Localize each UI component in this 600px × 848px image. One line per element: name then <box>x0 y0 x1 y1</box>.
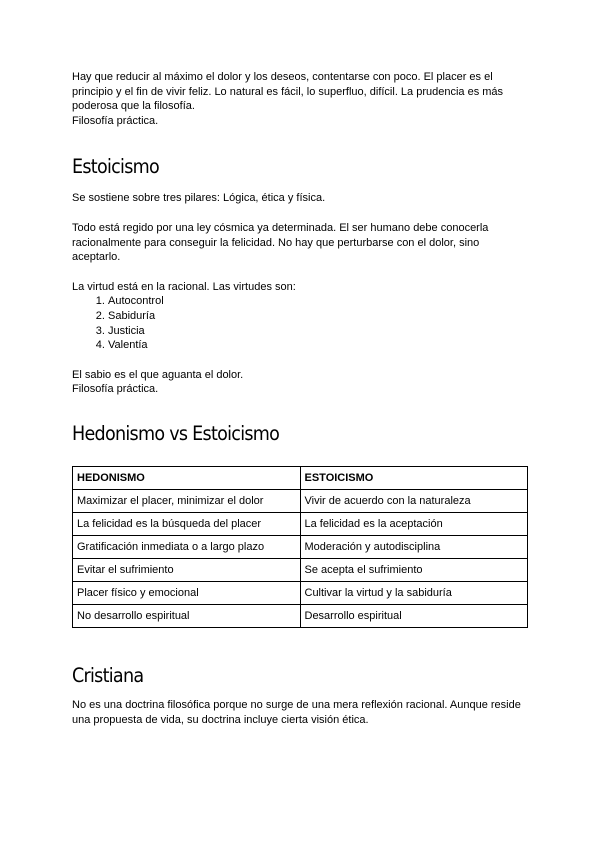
table-row <box>73 512 528 535</box>
estoicismo-pilares: Se sostiene sobre tres pilares: Lógica, ética y física. <box>72 192 326 205</box>
table-cell: Placer físico y emocional <box>73 581 301 604</box>
column-header-hedonismo: HEDONISMO <box>73 466 301 489</box>
table-cell: Vivir de acuerdo con la naturaleza <box>300 489 528 512</box>
document-page <box>72 70 528 727</box>
heading-estoicismo: Estoicismo <box>72 155 160 179</box>
virtudes-list <box>72 294 528 352</box>
table-cell: Se acepta el sufrimiento <box>300 558 528 581</box>
table-cell: La felicidad es la búsqueda del placer <box>73 512 301 535</box>
table-cell: Evitar el sufrimiento <box>73 558 301 581</box>
intro-note: Filosofía práctica. <box>72 114 159 127</box>
heading-cristiana: Cristiana <box>72 663 144 687</box>
estoicismo-ley-cosmica: Todo está regido por una ley cósmica ya determinada. El ser humano debe conocerla racionalmente para conseguir la felicidad. No hay que perturbarse con el dolor, sino aceptarlo. <box>72 221 489 264</box>
table-row <box>73 535 528 558</box>
table-row <box>73 581 528 604</box>
table-row <box>73 558 528 581</box>
cristiana-paragraph: No es una doctrina filosófica porque no surge de una mera reflexión racional. Aunque reside una propuesta de vida, su doctrina incluye cierta visión ética. <box>72 698 521 726</box>
table-cell: Desarrollo espiritual <box>300 604 528 627</box>
table-row <box>73 604 528 627</box>
intro-paragraph: Hay que reducir al máximo el dolor y los deseos, contentarse con poco. El placer es el principio y el fin de vivir feliz. Lo natural es fácil, lo superfluo, difícil. La prudencia es más poderosa que la filosofía. <box>72 71 504 113</box>
table-cell: La felicidad es la aceptación <box>300 512 528 535</box>
column-header-estoicismo: ESTOICISMO <box>300 466 528 489</box>
table-cell: Moderación y autodisciplina <box>300 535 528 558</box>
list-item: 2. Sabiduría <box>108 309 528 324</box>
estoicismo-note: Filosofía práctica. <box>72 383 159 396</box>
list-item: 3. Justicia <box>108 324 528 339</box>
comparison-table <box>72 466 528 628</box>
table-row <box>73 489 528 512</box>
list-item: 4. Valentía <box>108 338 528 353</box>
heading-hedonismo-vs-estoicismo: Hedonismo vs Estoicismo <box>72 421 280 445</box>
table-cell: Cultivar la virtud y la sabiduría <box>300 581 528 604</box>
table-header-row <box>73 466 528 489</box>
table-cell: Gratificación inmediata o a largo plazo <box>73 535 301 558</box>
estoicismo-virtud: La virtud está en la racional. Las virtudes son: <box>72 280 296 293</box>
table-cell: Maximizar el placer, minimizar el dolor <box>73 489 301 512</box>
table-cell: No desarrollo espiritual <box>73 604 301 627</box>
estoicismo-sabio: El sabio es el que aguanta el dolor. <box>72 368 244 381</box>
list-item: 1. Autocontrol <box>108 294 528 309</box>
